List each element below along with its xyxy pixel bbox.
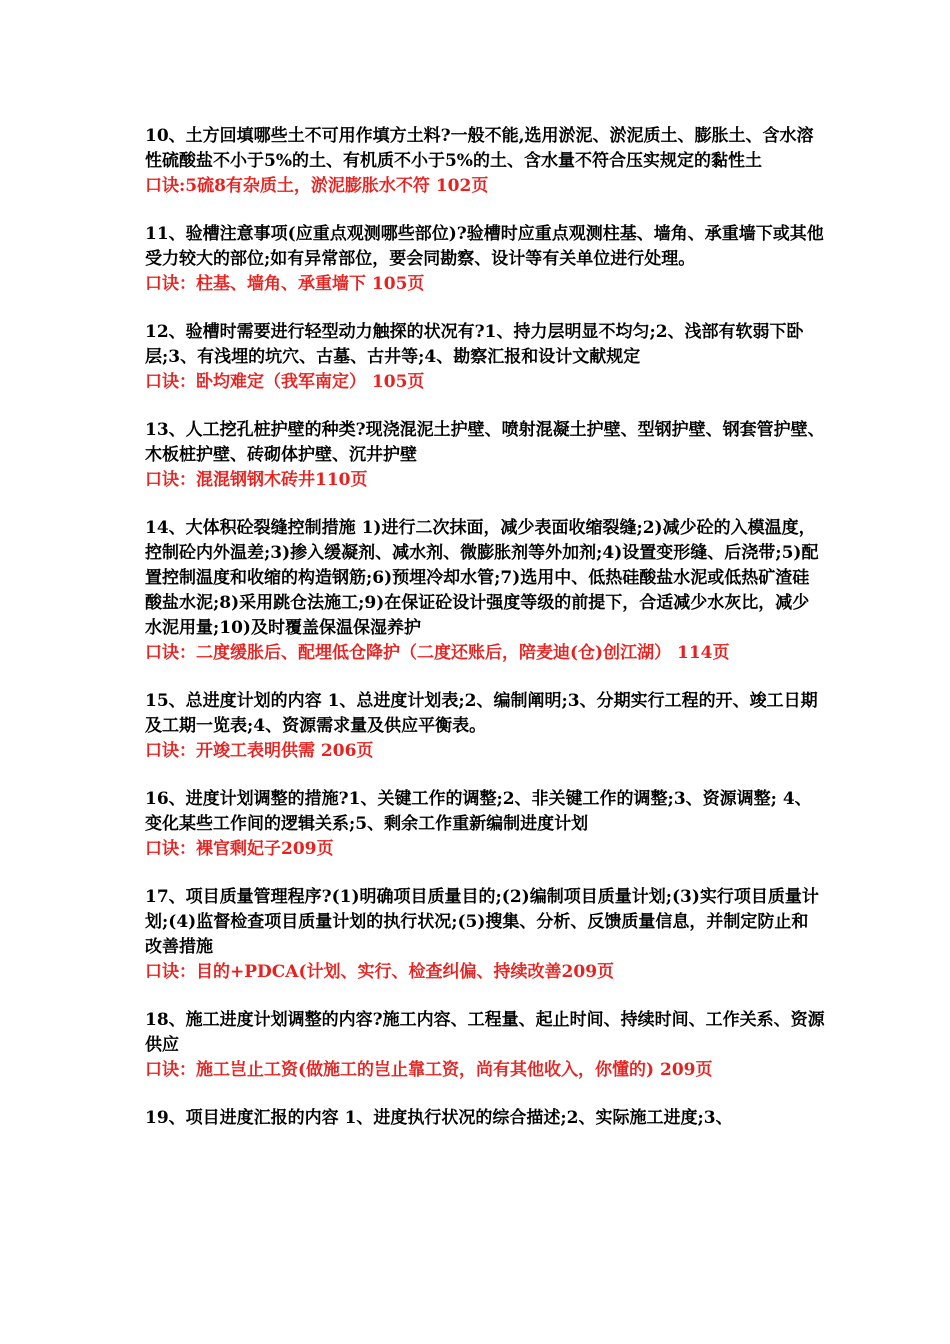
mnemonic-text: 口诀：目的+PDCA(计划、实行、检查纠偏、持续改善209页 xyxy=(145,962,615,982)
qa-item-10 xyxy=(145,124,825,199)
qa-item-12 xyxy=(145,320,825,395)
mnemonic-text: 口诀：柱基、墙角、承重墙下 105页 xyxy=(145,274,425,294)
qa-item-13 xyxy=(145,418,825,493)
question-text: 19、项目进度汇报的内容 1、进度执行状况的综合描述;2、实际施工进度;3、 xyxy=(145,1108,733,1128)
question-text: 11、验槽注意事项(应重点观测哪些部位)?验槽时应重点观测柱基、墙角、承重墙下或其他受力较大的部位;如有异常部位，要会同勘察、设计等有关单位进行处理。 xyxy=(145,224,824,269)
question-text: 18、施工进度计划调整的内容?施工内容、工程量、起止时间、持续时间、工作关系、资源供应 xyxy=(145,1010,825,1055)
qa-item-14 xyxy=(145,516,825,666)
mnemonic-text: 口诀:5硫8有杂质土，淤泥膨胀水不符 102页 xyxy=(145,176,489,196)
qa-item-17 xyxy=(145,885,825,985)
mnemonic-text: 口诀：施工岂止工资(做施工的岂止靠工资，尚有其他收入，你懂的) 209页 xyxy=(145,1060,713,1080)
document-page xyxy=(145,124,825,1154)
question-text: 10、土方回填哪些土不可用作填方土料?一般不能,选用淤泥、淤泥质土、膨胀土、含水溶性硫酸盐不小于5%的土、有机质不小于5%的土、含水量不符合压实规定的黏性土 xyxy=(145,126,814,171)
question-text: 17、项目质量管理程序?(1)明确项目质量目的;(2)编制项目质量计划;(3)实行项目质量计划;(4)监督检查项目质量计划的执行状况;(5)搜集、分析、反馈质量信息，并制定防止和改善措施 xyxy=(145,887,819,957)
mnemonic-text: 口诀：开竣工表明供需 206页 xyxy=(145,741,374,761)
mnemonic-text: 口诀：裸官剩妃子209页 xyxy=(145,839,334,859)
question-text: 12、验槽时需要进行轻型动力触探的状况有?1、持力层明显不均匀;2、浅部有软弱下卧层;3、有浅埋的坑穴、古墓、古井等;4、勘察汇报和设计文献规定 xyxy=(145,322,804,367)
mnemonic-text: 口诀：混混钢钢木砖井110页 xyxy=(145,470,368,490)
question-text: 15、总进度计划的内容 1、总进度计划表;2、编制阐明;3、分期实行工程的开、竣工日期及工期一览表;4、资源需求量及供应平衡表。 xyxy=(145,691,818,736)
question-text: 13、人工挖孔桩护壁的种类?现浇混泥土护壁、喷射混凝土护壁、型钢护壁、钢套管护壁、木板桩护壁、砖砌体护壁、沉井护壁 xyxy=(145,420,825,465)
qa-item-11 xyxy=(145,222,825,297)
mnemonic-text: 口诀：卧均难定（我军南定） 105页 xyxy=(145,372,425,392)
question-text: 16、进度计划调整的措施?1、关键工作的调整;2、非关键工作的调整;3、资源调整; 4、变化某些工作间的逻辑关系;5、剩余工作重新编制进度计划 xyxy=(145,789,812,834)
question-text: 14、大体积砼裂缝控制措施 1)进行二次抹面，减少表面收缩裂缝;2)减少砼的入模温度，控制砼内外温差;3)掺入缓凝剂、减水剂、微膨胀剂等外加剂;4)设置变形缝、后浇带;5)配置控制温度和收缩的构造钢筋;6)预埋冷却水管;7)选用中、低热硅酸盐水泥或低热矿渣硅酸盐水泥;8)采用跳仓法施工;9)在保证砼设计强度等级的前提下，合适减少水灰比，减少水泥用量;10)及时覆盖保温保湿养护 xyxy=(145,518,819,638)
qa-item-15 xyxy=(145,689,825,764)
qa-item-19 xyxy=(145,1106,825,1131)
qa-item-16 xyxy=(145,787,825,862)
mnemonic-text: 口诀：二度缓胀后、配埋低仓降护（二度还账后，陪麦迪(仓)创江湖） 114页 xyxy=(145,643,730,663)
qa-item-18 xyxy=(145,1008,825,1083)
